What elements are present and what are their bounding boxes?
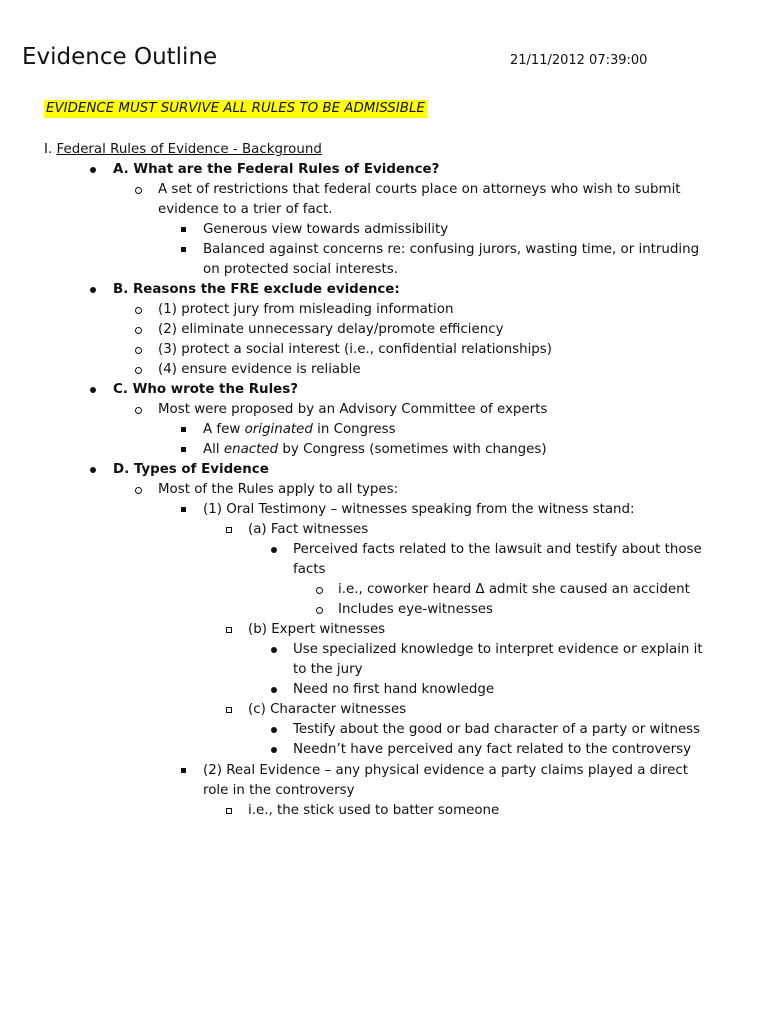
- list-item-continuation: evidence to a trier of fact.: [158, 202, 333, 217]
- list-item: [203, 420, 396, 440]
- list-item: i.e., coworker heard Δ admit she caused an accident: [338, 582, 690, 597]
- list-item: Most were proposed by an Advisory Committee of experts: [158, 402, 548, 417]
- bullet-open-square-icon: [226, 520, 234, 540]
- italic-text: enacted: [223, 442, 279, 457]
- subheading-d: D. Types of Evidence: [113, 462, 269, 477]
- list-item: Needn’t have perceived any fact related to the controversy: [293, 742, 692, 757]
- list-item: (2) eliminate unnecessary delay/promote efficiency: [158, 322, 504, 337]
- bullet-square-icon: [181, 220, 189, 240]
- list-item: [203, 440, 547, 460]
- list-item: Use specialized knowledge to interpret evidence or explain it: [293, 642, 703, 657]
- list-item: (c) Character witnesses: [248, 702, 407, 717]
- bullet-circle-icon: [316, 600, 324, 620]
- bullet-disc-icon: [90, 380, 98, 400]
- italic-text: originated: [244, 422, 313, 437]
- bullet-disc-icon: [90, 280, 98, 300]
- bullet-square-icon: [181, 240, 189, 260]
- list-item-continuation: role in the controversy: [203, 783, 355, 798]
- subheading-a: A. What are the Federal Rules of Evidence?: [113, 162, 440, 177]
- list-item: Generous view towards admissibility: [203, 222, 449, 237]
- bullet-open-square-icon: [226, 801, 234, 821]
- list-item-continuation: on protected social interests.: [203, 262, 398, 277]
- list-item-continuation: facts: [293, 562, 326, 577]
- bullet-disc-icon: [90, 160, 98, 180]
- bullet-disc-icon: [271, 740, 279, 760]
- bullet-circle-icon: [135, 480, 143, 500]
- bullet-open-square-icon: [226, 700, 234, 720]
- list-item: (1) Oral Testimony – witnesses speaking from the witness stand:: [203, 502, 635, 517]
- list-item: Includes eye-witnesses: [338, 602, 494, 617]
- highlighted-banner: EVIDENCE MUST SURVIVE ALL RULES TO BE ADMISSIBLE: [46, 101, 425, 116]
- text-run: in Congress: [312, 422, 396, 437]
- bullet-circle-icon: [135, 300, 143, 320]
- bullet-square-icon: [181, 420, 189, 440]
- list-item: (3) protect a social interest (i.e., confidential relationships): [158, 342, 552, 357]
- bullet-square-icon: [181, 440, 189, 460]
- list-item: Need no first hand knowledge: [293, 682, 495, 697]
- bullet-circle-icon: [135, 360, 143, 380]
- list-item: Most of the Rules apply to all types:: [158, 482, 399, 497]
- bullet-square-icon: [181, 500, 189, 520]
- list-item: (1) protect jury from misleading information: [158, 302, 454, 317]
- bullet-disc-icon: [271, 720, 279, 740]
- section-number: I.: [44, 142, 53, 157]
- list-item: (4) ensure evidence is reliable: [158, 362, 361, 377]
- document-timestamp: 21/11/2012 07:39:00: [510, 53, 648, 68]
- list-item: (2) Real Evidence – any physical evidence a party claims played a direct: [203, 763, 688, 778]
- subheading-b: B. Reasons the FRE exclude evidence:: [113, 282, 400, 297]
- bullet-circle-icon: [135, 180, 143, 200]
- section-heading: [44, 140, 322, 160]
- text-run: by Congress (sometimes with changes): [278, 442, 547, 457]
- list-item: (a) Fact witnesses: [248, 522, 369, 537]
- list-item: i.e., the stick used to batter someone: [248, 803, 500, 818]
- text-run: All: [203, 442, 224, 457]
- bullet-disc-icon: [90, 460, 98, 480]
- bullet-disc-icon: [271, 640, 279, 660]
- list-item-continuation: to the jury: [293, 662, 363, 677]
- bullet-open-square-icon: [226, 620, 234, 640]
- bullet-circle-icon: [135, 400, 143, 420]
- bullet-square-icon: [181, 761, 189, 781]
- subheading-c: C. Who wrote the Rules?: [113, 382, 298, 397]
- list-item: Testify about the good or bad character of a party or witness: [293, 722, 701, 737]
- bullet-circle-icon: [316, 580, 324, 600]
- list-item: (b) Expert witnesses: [248, 622, 386, 637]
- section-title: Federal Rules of Evidence - Background: [56, 142, 322, 157]
- bullet-circle-icon: [135, 340, 143, 360]
- document-title: Evidence Outline: [22, 44, 218, 70]
- list-item: Perceived facts related to the lawsuit and testify about those: [293, 542, 702, 557]
- bullet-disc-icon: [271, 680, 279, 700]
- text-run: A few: [203, 422, 245, 437]
- list-item: A set of restrictions that federal courts place on attorneys who wish to submit: [158, 182, 681, 197]
- bullet-disc-icon: [271, 540, 279, 560]
- bullet-circle-icon: [135, 320, 143, 340]
- list-item: Balanced against concerns re: confusing jurors, wasting time, or intruding: [203, 242, 700, 257]
